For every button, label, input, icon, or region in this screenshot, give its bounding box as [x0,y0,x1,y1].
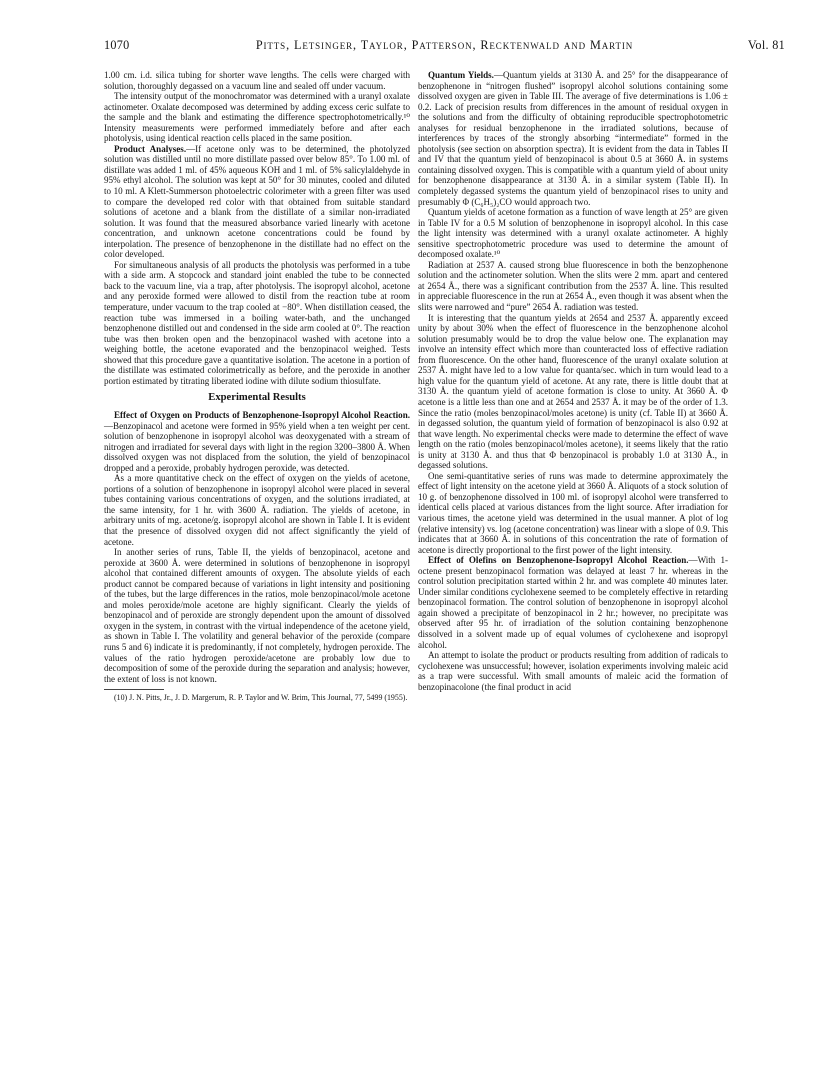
left-column [104,70,410,702]
run-in-heading: Product Analyses. [114,143,187,154]
paragraph: The intensity output of the monochromator was determined with a uranyl oxalate actinometer. Oxalate decomposed was determined by adding excess ceric sulfate to the sample and the blank and estimating the difference spectrophotometrically.¹⁰ Intensity measurements were performed immediately before and after each photolysis, using identical reaction cells placed in the same position. [104,91,410,144]
paragraph: As a more quantitative check on the effect of oxygen on the yields of acetone, portions of a solution of benzophenone in isopropyl alcohol were placed in several tubes containing various concentrations of oxygen, and the solutions irradiated, at the same intensity, for 1 hr. with 3600 Å. radiation. The yields of acetone, in arbitrary units of mg. acetone/g. isopropyl alcohol are shown in Table I. It is evident that the presence of dissolved oxygen did not affect significantly the yield of acetone. [104,473,410,547]
paragraph: One semi-quantitative series of runs was made to determine approximately the effect of light intensity on the acetone yield at 3660 Å. Aliquots of a stock solution of 10 g. of benzophenone dissolved in 100 ml. of isopropyl alcohol were transferred to identical cells placed at various distances from the light source. After irradiation for various times, the acetone yield was determined in the usual manner. A plot of log (relative intensity) vs. log (acetone concentration) was linear with a slope of 0.9. This indicates that at 3660 Å. in solutions of this concentration the rate of formation of acetone is directly proportional to the first power of the light intensity. [418,470,728,555]
paragraph: For simultaneous analysis of all products the photolysis was performed in a tube with a side arm. A stopcock and standard joint enabled the tube to be connected back to the vacuum line, via a trap, after photolysis. The isopropyl alcohol, acetone and any peroxide formed were allowed to distil from the reaction tube at room temperature, under vacuum to the trap cooled at −80°. When distillation ceased, the reaction tube was immersed in a boiling water-bath, and the unchanged benzophenone distilled out and condensed in the side arm cooled at 0°. The reaction tube was then broken open and the benzopinacol washed with acetone into a weighing bottle, the acetone evaporated and the benzopinacol weighed. Tests showed that this procedure gave a quantitative isolation. The acetone in a portion of the distillate was estimated colorimetrically as before, and the peroxide in another portion estimated by titrating liberated iodine with dilute sodium thiosulfate. [104,259,410,386]
run-in-heading: Quantum Yields. [428,70,494,80]
paragraph-body: —Quantum yields at 3130 Å. and 25° for the disappearance of benzophenone in “nitrogen flushed” isopropyl alcohol solutions containing some dissolved oxygen are given in Table III. The average of five determinations is 1.06 ± 0.2. Lack of precision results from differences in the amount of residual oxygen in the solutions and from the difficulty of obtaining reproducible spectrophotometric analyses for residual benzophenone in the irradiated solutions, because of interferences by traces of the strongly absorbing “intermediate” formed in the photolysis (see section on absorption spectra). It is evident from the data in Tables II and IV that the quantum yield of benzopinacol is about 0.5 at 3660 Å. in systems containing dissolved oxygen. This is compatible with a quantum yield of about unity for benzophenone disappearance at 3130 Å. in a similar system (Table II). In completely degassed systems the quantum yield of benzopinacol rises to unity and presumably Φ (C₆H₅)₂CO would approach two. [418,70,728,207]
volume-label: Vol. 81 [747,38,785,52]
running-title: Pitts, Letsinger, Taylor, Patterson, Recktenwald and Martin [255,38,634,52]
footnote-rule [104,689,164,690]
right-column [418,70,728,692]
paragraph-body: —With 1-octene present benzopinacol formation was delayed at least 7 hr. whereas in the control solution precipitation started within 2 hr. and was complete 40 minutes later. Under similar conditions cyclohexene seemed to be completely effective in retarding benzopinacol formation. The control solution of benzophenone in isopropyl alcohol again showed a precipitate of benzopinacol in 2 hr.; however, no precipitate was observed after 95 hr. of irradiation of the solution containing benzophenone dissolved in a solvent made up of equal volumes of cyclohexene and isopropyl alcohol. [418,555,728,650]
page-header [104,38,785,54]
paragraph [418,70,728,207]
paragraph: 1.00 cm. i.d. silica tubing for shorter wave lengths. The cells were charged with solution, thoroughly degassed on a vacuum line and sealed off under vacuum. [104,70,410,91]
paragraph: In another series of runs, Table II, the yields of benzopinacol, acetone and peroxide at 3600 Å. were determined in solutions of benzophenone in isopropyl alcohol that contained different amounts of oxygen. The absolute yields of each product cannot be compared because of variations in light intensity and positioning of the tubes, but the large differences in the ratios, mole benzopinacol/mole acetone and moles peroxide/mole acetone are highly significant. Clearly the yields of benzopinacol and of peroxide are strongly dependent upon the amount of dissolved oxygen in the system, in contrast with the virtual independence of the acetone yield, as shown in Table I. The volatility and general behavior of the peroxide (compare runs 5 and 6) indicate it is predominantly, if not completely, hydrogen peroxide. The values of the ratio hydrogen peroxide/acetone are probably low due to decomposition of some of the peroxide during the separation and analysis; however, the extent of loss is not known. [104,547,410,684]
paragraph-body: —If acetone only was to be determined, the photolyzed solution was distilled until no more distillate passed over below 85°. To 1.00 ml. of distillate was added 1 ml. of 45% aqueous KOH and 1 ml. of 5% salicylaldehyde in 95% ethyl alcohol. The solution was kept at 50° for 30 minutes, cooled and diluted to 10 ml. A Klett-Summerson photoelectric colorimeter with a green filter was used to compare the developed red color with that obtained from suitable standard solutions of acetone and a blank from the distillate of a similar non-irradiated solution. It was found that the measured absorbance varied linearly with acetone concentration, and unknown acetone concentrations could be found by interpolation. The presence of benzophenone in the distillate had no effect on the color developed. [104,143,410,260]
paragraph-body: —Benzopinacol and acetone were formed in 95% yield when a ten weight per cent. solution of benzophenone in isopropyl alcohol was deoxygenated with a stream of nitrogen and irradiated for several days with light in the region 3200–3800 Å. When dissolved oxygen was not displaced from the solution, the yield of benzopinacol dropped and a peroxide, probably hydrogen peroxide, was detected. [104,420,410,473]
paragraph: An attempt to isolate the product or products resulting from addition of radicals to cyclohexene was unsuccessful; however, isolation experiments involving maleic acid as a trap were successful. With small amounts of maleic acid the formation of benzopinacolone (the final product in acid [418,650,728,692]
paragraph: Radiation at 2537 A. caused strong blue fluorescence in both the benzophenone solution and the actinometer solution. When the slits were 2 mm. apart and centered at 2654 Å., there was a significant contribution from the 2537 Å. line. This resulted in appreciable fluorescence in the run at 2654 Å., even though it was absent when the slits were narrowed and “pure” 2654 Å. radiation was tested. [418,259,728,313]
paragraph [418,555,728,650]
paragraph: Quantum yields of acetone formation as a function of wave length at 25° are given in Table IV for a 0.5 M solution of benzophenone in isopropyl alcohol. In this case the light intensity was determined with a uranyl oxalate actinometer. A highly sensitive spectrophotometric procedure was used to determine the amount of decomposed oxalate.¹⁰ [418,207,728,260]
run-in-heading: Effect of Olefins on Benzophenone-Isopropyl Alcohol Reaction. [428,555,689,566]
paragraph [104,144,410,260]
section-heading: Experimental Results [208,392,306,404]
footnote: (10) J. N. Pitts, Jr., J. D. Margerum, R. P. Taylor and W. Brim, This Journal, 77, 5499 (1955). [114,693,408,703]
paragraph [104,410,410,473]
run-in-heading: Effect of Oxygen on Products of Benzophenone-Isopropyl Alcohol Reaction. [114,409,410,420]
page-number: 1070 [104,38,130,52]
paragraph: It is interesting that the quantum yields at 2654 and 2537 Å. apparently exceed unity by about 30% when the effect of fluorescence in the benzophenone alcohol solution presumably would be to drop the value below one. The explanation may involve an intensity effect which more than counteracted loss of effective radiation from fluorescence. On the other hand, fluorescence of the uranyl oxalate solution at 2537 Å. might have led to a low value for quanta/sec. which in turn would lead to a high value for the quantum yield of acetone. At any rate, there is little doubt that at 3130 Å. the quantum yield of acetone formation is close to unity. At 3660 Å. Φ acetone is a little less than one and at 2654 and 2537 Å. it may be of the order of 1.3. Since the ratio (moles benzopinacol/moles acetone) is unity (cf. Table II) at 3660 Å. in degassed solution, the quantum yield of formation of benzopinacol is also 0.92 at that wave length. No experimental checks were made to determine the effect of wave length on the ratio (moles benzopinacol/moles acetone), it seems likely that the ratio is unity at 3130 Å. and thus that Φ benzopinacol is probably 1.0 at 3130 Å., in degassed solutions. [418,312,728,471]
